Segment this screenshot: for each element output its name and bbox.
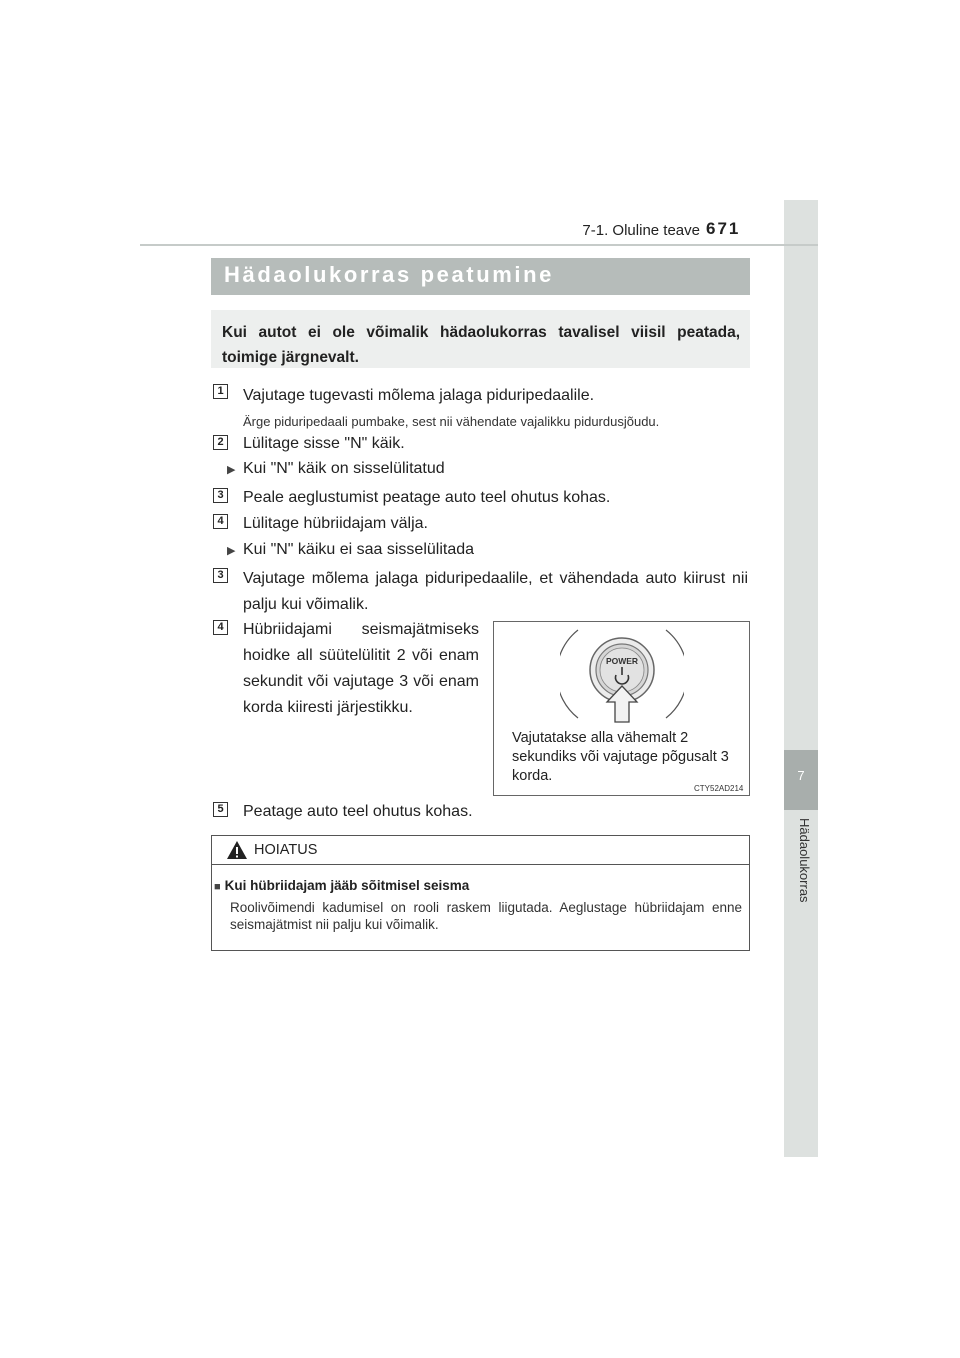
header-rule <box>140 244 818 246</box>
warning-header-rule <box>211 864 750 865</box>
side-tab-chapter-number: 7 <box>797 768 805 783</box>
case-bullet <box>227 541 474 559</box>
case-bullet <box>227 460 445 478</box>
step-number: 4 <box>213 620 228 635</box>
triangle-right-icon: ▶ <box>227 545 236 557</box>
step-number: 3 <box>213 488 228 503</box>
step-number: 4 <box>213 514 228 529</box>
step-number: 3 <box>213 568 228 583</box>
warning-heading-text: Kui hübriidajam jääb sõitmisel seisma <box>224 878 470 893</box>
side-tab-label: Hädaolukorras <box>797 818 812 903</box>
step-number: 1 <box>213 384 228 399</box>
warning-title: HOIATUS <box>254 842 318 858</box>
warning-heading <box>214 878 469 893</box>
square-bullet-icon: ■ <box>214 881 221 893</box>
header-section: 7-1. Oluline teave <box>582 222 700 239</box>
warning-body: Roolivõimendi kadumisel on rooli raskem liigutada. Aeglustage hübriidajam enne seismajätmist nii palju kui võimalik. <box>230 900 742 932</box>
triangle-right-icon: ▶ <box>227 464 236 476</box>
warning-triangle-icon <box>226 840 248 860</box>
step-text: Lülitage sisse "N" käik. <box>243 435 405 452</box>
step-number: 5 <box>213 802 228 817</box>
step-text: Peatage auto teel ohutus kohas. <box>243 803 473 820</box>
power-button-illustration <box>560 624 684 724</box>
step-text: Lülitage hübriidajam välja. <box>243 515 428 532</box>
case-bullet-text: Kui "N" käiku ei saa sisselülitada <box>243 541 475 558</box>
step-note: Ärge piduripedaali pumbake, sest nii vähendate vajalikku pidurdusjõudu. <box>243 414 660 429</box>
power-button-label: POWER <box>605 656 639 666</box>
step-text: Vajutage tugevasti mõlema jalaga piduripedaalile. <box>243 387 595 404</box>
step-text: Vajutage mõlema jalaga piduripedaalile, et vähendada auto kiirust nii palju kui võimalik. <box>243 570 748 613</box>
step-number: 2 <box>213 435 228 450</box>
step-text: Peale aeglustumist peatage auto teel ohutus kohas. <box>243 489 611 506</box>
case-bullet-text: Kui "N" käik on sisselülitatud <box>243 460 445 477</box>
step-text: Hübriidajami seismajätmiseks hoidke all süütelülitit 2 või enam sekundit või vajutage 3 või enam korda kiiresti järjestikku. <box>243 621 479 716</box>
side-tab <box>784 200 818 1157</box>
page-number: 671 <box>706 219 741 238</box>
intro-text: Kui autot ei ole võimalik hädaolukorras tavalisel viisil peatada, toimige järgnevalt. <box>222 324 740 366</box>
page-title: Hädaolukorras peatumine <box>224 262 554 287</box>
figure-caption: Vajutatakse alla vähemalt 2 sekundiks või vajutage põgusalt 3 korda. <box>512 730 729 784</box>
figure-code: CTY52AD214 <box>694 784 744 793</box>
